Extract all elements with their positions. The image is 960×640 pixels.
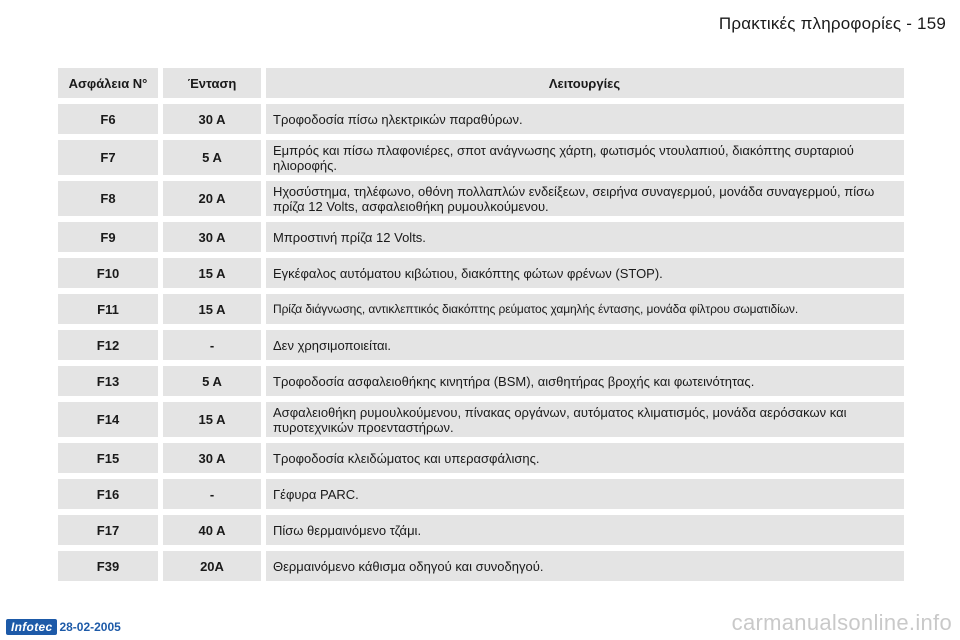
fuse-function: Δεν χρησιμοποιείται. bbox=[266, 330, 904, 360]
fuse-function: Τροφοδοσία κλειδώματος και υπερασφάλισης. bbox=[266, 443, 904, 473]
fuse-amperage: 15 A bbox=[163, 258, 261, 288]
table-row bbox=[58, 294, 904, 324]
fuse-amperage: 15 A bbox=[163, 294, 261, 324]
table-row bbox=[58, 181, 904, 216]
fuse-table bbox=[58, 68, 904, 587]
table-row bbox=[58, 366, 904, 396]
fuse-number: F10 bbox=[58, 258, 158, 288]
column-header-functions: Λειτουργίες bbox=[266, 68, 904, 98]
fuse-number: F9 bbox=[58, 222, 158, 252]
fuse-amperage: 30 A bbox=[163, 443, 261, 473]
footer-publisher bbox=[6, 619, 121, 635]
fuse-number: F6 bbox=[58, 104, 158, 134]
fuse-function: Θερμαινόμενο κάθισμα οδηγού και συνοδηγού. bbox=[266, 551, 904, 581]
fuse-amperage: 20A bbox=[163, 551, 261, 581]
fuse-function: Τροφοδοσία πίσω ηλεκτρικών παραθύρων. bbox=[266, 104, 904, 134]
fuse-function: Τροφοδοσία ασφαλειοθήκης κινητήρα (BSM), αισθητήρας βροχής και φωτεινότητας. bbox=[266, 366, 904, 396]
fuse-function: Εμπρός και πίσω πλαφονιέρες, σποτ ανάγνωσης χάρτη, φωτισμός ντουλαπιού, διακόπτης συρταριού ηλιοροφής. bbox=[266, 140, 904, 175]
fuse-amperage: 40 A bbox=[163, 515, 261, 545]
table-row bbox=[58, 551, 904, 581]
fuse-number: F17 bbox=[58, 515, 158, 545]
table-row bbox=[58, 104, 904, 134]
fuse-number: F7 bbox=[58, 140, 158, 175]
watermark: carmanualsonline.info bbox=[731, 610, 952, 635]
page-title: Πρακτικές πληροφορίες - 159 bbox=[718, 14, 946, 33]
fuse-number: F13 bbox=[58, 366, 158, 396]
fuse-number: F14 bbox=[58, 402, 158, 437]
table-row bbox=[58, 443, 904, 473]
fuse-number: F15 bbox=[58, 443, 158, 473]
fuse-function: Μπροστινή πρίζα 12 Volts. bbox=[266, 222, 904, 252]
table-row bbox=[58, 515, 904, 545]
fuse-amperage: 30 A bbox=[163, 104, 261, 134]
table-row bbox=[58, 140, 904, 175]
fuse-function: Ηχοσύστημα, τηλέφωνο, οθόνη πολλαπλών ενδείξεων, σειρήνα συναγερμού, μονάδα συναγερμού, πίσω πρίζα 12 Volts, ασφαλειοθήκη ρυμουλκούμενου. bbox=[266, 181, 904, 216]
fuse-amperage: 15 A bbox=[163, 402, 261, 437]
table-row bbox=[58, 479, 904, 509]
fuse-function: Πίσω θερμαινόμενο τζάμι. bbox=[266, 515, 904, 545]
fuse-number: F11 bbox=[58, 294, 158, 324]
table-row bbox=[58, 258, 904, 288]
fuse-function: Γέφυρα PARC. bbox=[266, 479, 904, 509]
fuse-number: F16 bbox=[58, 479, 158, 509]
fuse-amperage: 5 A bbox=[163, 140, 261, 175]
column-header-amperage: Ένταση bbox=[163, 68, 261, 98]
fuse-amperage: - bbox=[163, 479, 261, 509]
column-header-fuse: Ασφάλεια N° bbox=[58, 68, 158, 98]
infotec-logo: Infotec bbox=[6, 619, 57, 635]
fuse-number: F39 bbox=[58, 551, 158, 581]
fuse-amperage: 20 A bbox=[163, 181, 261, 216]
fuse-function: Πρίζα διάγνωσης, αντικλεπτικός διακόπτης ρεύματος χαμηλής έντασης, μονάδα φίλτρου σωματιδίων. bbox=[266, 294, 904, 324]
publication-date: 28-02-2005 bbox=[59, 620, 121, 634]
fuse-function: Εγκέφαλος αυτόματου κιβώτιου, διακόπτης φώτων φρένων (STOP). bbox=[266, 258, 904, 288]
fuse-amperage: 30 A bbox=[163, 222, 261, 252]
fuse-number: F12 bbox=[58, 330, 158, 360]
table-row bbox=[58, 402, 904, 437]
table-header-row bbox=[58, 68, 904, 98]
table-row bbox=[58, 330, 904, 360]
fuse-function: Ασφαλειοθήκη ρυμουλκούμενου, πίνακας οργάνων, αυτόματος κλιματισμός, μονάδα αερόσακων και πυροτεχνικών προενταστήρων. bbox=[266, 402, 904, 437]
fuse-amperage: 5 A bbox=[163, 366, 261, 396]
table-row bbox=[58, 222, 904, 252]
fuse-number: F8 bbox=[58, 181, 158, 216]
fuse-amperage: - bbox=[163, 330, 261, 360]
